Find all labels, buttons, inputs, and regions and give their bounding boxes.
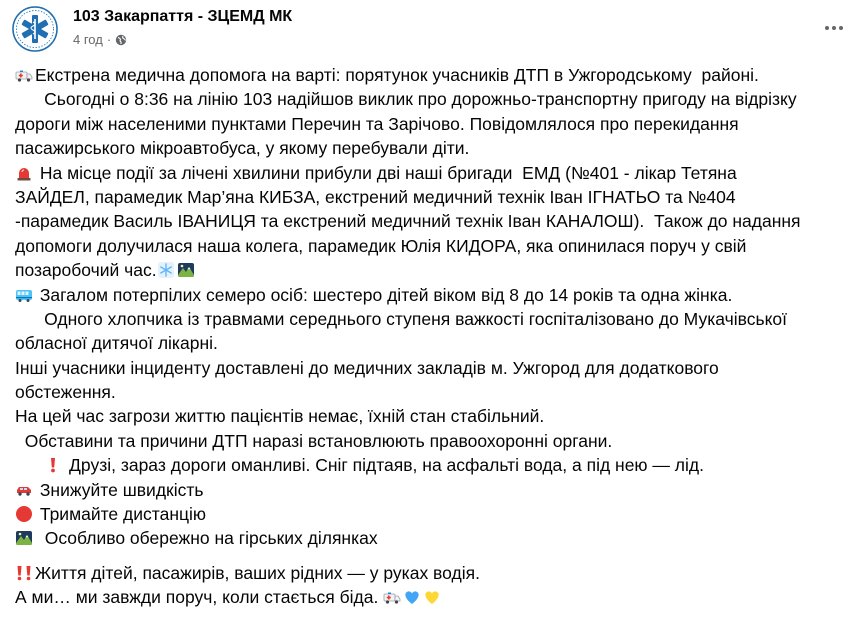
post-text-line xyxy=(15,404,855,428)
post-text xyxy=(15,63,855,610)
post-text-line xyxy=(15,356,855,380)
exclamation-icon xyxy=(44,456,62,474)
more-horizontal-icon[interactable] xyxy=(820,14,848,42)
double-exclamation-icon xyxy=(15,564,33,582)
siren-icon xyxy=(15,164,33,182)
post-text-line xyxy=(15,429,855,453)
post-text-line xyxy=(15,526,855,550)
post-text-line xyxy=(15,561,855,585)
post-text-line xyxy=(15,502,855,526)
meta-separator: · xyxy=(106,32,112,47)
post-meta xyxy=(73,32,127,47)
yellow-heart-icon xyxy=(423,588,441,606)
blue-heart-icon xyxy=(403,588,421,606)
avatar[interactable] xyxy=(12,6,58,52)
post-text-line xyxy=(15,453,855,477)
post-text-segment: На місце події за лічені хвилини прибули дві наші бригади ЕМД (№401 - лікар Тетяна xyxy=(35,162,737,183)
post-text-line xyxy=(15,331,855,355)
post-text-segment: Особливо обережно на гірських ділянках xyxy=(35,528,378,549)
post-text-line xyxy=(15,209,855,233)
post-text-line xyxy=(15,87,855,111)
post-text-line xyxy=(15,283,855,307)
post-text-segment: А ми… ми завжди поруч, коли стається біда. xyxy=(15,587,384,608)
post-text-segment: обстеження. xyxy=(15,382,116,403)
post-text-line xyxy=(15,307,855,331)
post-text-segment: Обставини та причини ДТП наразі встановлюють правоохоронні органи. xyxy=(15,430,613,451)
post-text-segment: Тримайте дистанцію xyxy=(35,504,207,525)
post-text-segment: позаробочий час. xyxy=(15,260,157,281)
post-text-segment: обласної дитячої лікарні. xyxy=(15,333,218,354)
author-name[interactable]: 103 Закарпаття - ЗЦЕМД МК xyxy=(73,8,293,25)
post-text-line xyxy=(15,234,855,258)
stop-icon xyxy=(15,505,33,523)
post-text-segment: Сьогодні о 8:36 на лінію 103 надійшов виклик про дорожньо-транспортну пригоду на відрізку xyxy=(15,89,797,110)
post-text-line xyxy=(15,478,855,502)
post-text-segment: Знижуйте швидкість xyxy=(35,479,204,500)
mountain-icon xyxy=(177,261,195,279)
post-text-segment: дороги між населеними пунктами Перечин та Зарічово. Повідомлялося про перекидання xyxy=(15,113,739,134)
post-text-segment: допомоги долучилася наша колега, парамедик Юлія КИДОРА, яка опинилася поруч у свій xyxy=(15,235,747,256)
post-time[interactable]: 4 год xyxy=(73,32,103,47)
mountain-icon xyxy=(15,529,33,547)
post-text-line xyxy=(15,136,855,160)
post-text-line xyxy=(15,585,855,609)
post-text-segment xyxy=(15,455,44,475)
post-text-line xyxy=(15,185,855,209)
snowflake-icon xyxy=(157,261,175,279)
globe-icon[interactable] xyxy=(115,34,127,46)
post-text-line xyxy=(15,112,855,136)
post-text-line xyxy=(15,258,855,282)
post-text-segment: ЗАЙДЕЛ, парамедик Мар’яна КИБЗА, екстрений медичний технік Іван ІГНАТЬО та №404 xyxy=(15,186,736,207)
post-text-segment: Екстрена медична допомога на варті: порятунок учасників ДТП в Ужгородському районі. xyxy=(35,65,759,85)
post-text-line xyxy=(15,161,855,185)
post-text-segment: Життя дітей, пасажирів, ваших рідних — у руках водія. xyxy=(35,562,480,583)
post-text-segment: Інші учасники інциденту доставлені до медичних закладів м. Ужгород для додаткового xyxy=(15,357,719,378)
paragraph-gap xyxy=(15,551,855,561)
post-text-segment: Друзі, зараз дороги оманливі. Сніг підтаяв, на асфальті вода, а під нею — лід. xyxy=(64,455,704,476)
post-text-segment: Одного хлопчика із травмами середнього ступеня важкості госпіталізовано до Мукачівської xyxy=(15,308,788,329)
post-text-segment: -парамедик Василь ІВАНИЦЯ та екстрений медичний технік Іван КАНАЛОШ). Також до надання xyxy=(15,211,801,232)
post-text-segment: Загалом потерпілих семеро осіб: шестеро дітей віком від 8 до 14 років та одна жінка. xyxy=(35,284,733,305)
post-text-segment: пасажирського мікроавтобуса, у якому перебували діти. xyxy=(15,138,470,159)
bus-icon xyxy=(15,286,33,304)
post-text-line xyxy=(15,63,855,87)
post-header xyxy=(12,6,852,56)
ambulance-icon xyxy=(383,588,401,606)
post-text-segment: На цей час загрози життю пацієнтів немає, їхній стан стабільний. xyxy=(15,406,545,427)
ambulance-icon xyxy=(15,66,33,84)
car-icon xyxy=(15,481,33,499)
post-text-line xyxy=(15,380,855,404)
